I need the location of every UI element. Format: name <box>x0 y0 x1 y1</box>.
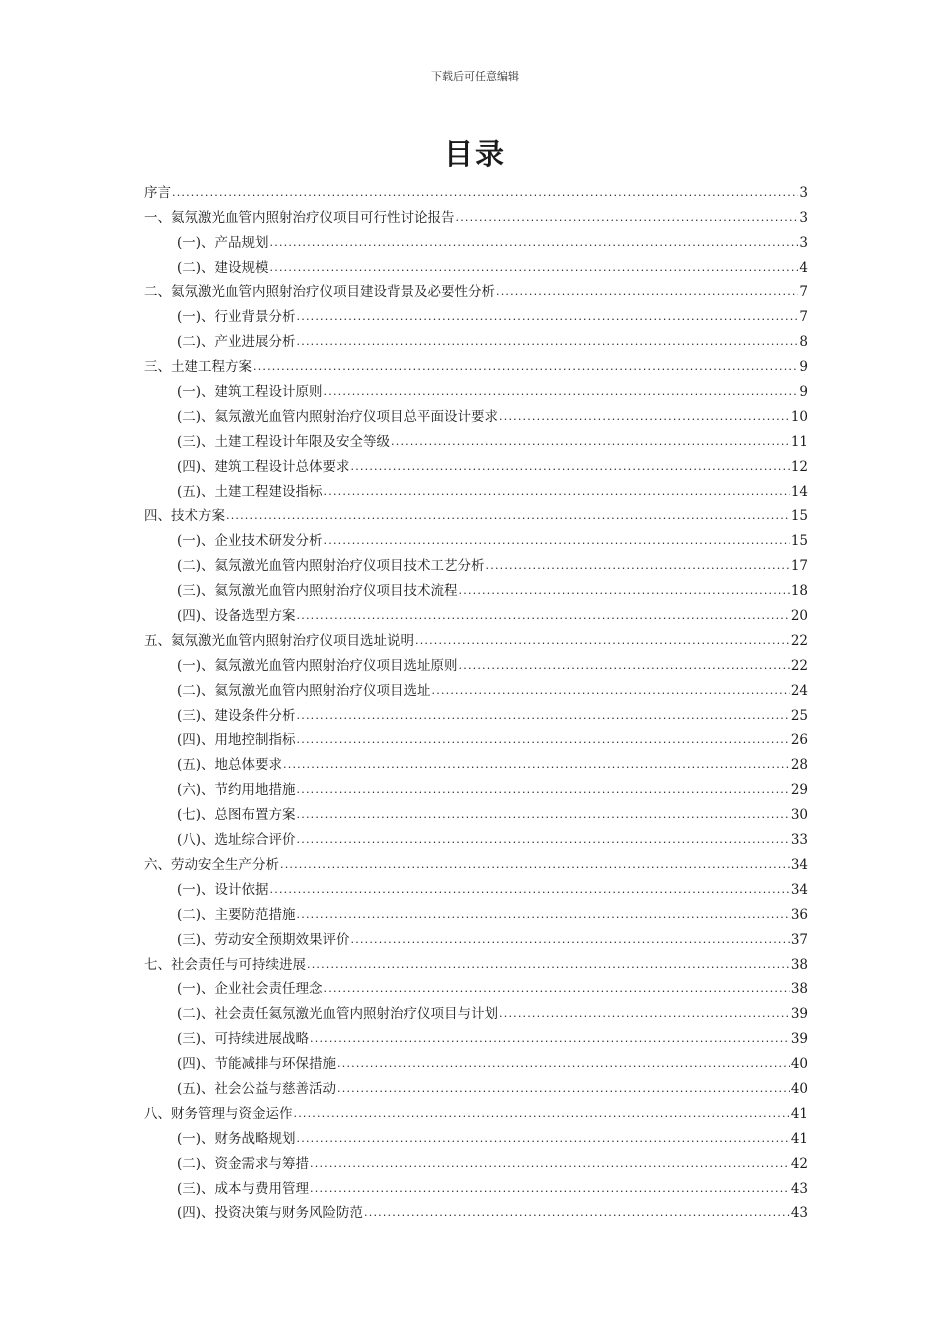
toc-page-number: 34 <box>790 856 808 873</box>
toc-dot-leader <box>297 907 790 923</box>
toc-entry-text: (四)、设备选型方案 <box>177 608 296 625</box>
toc-page-number: 36 <box>790 906 808 923</box>
toc-dot-leader <box>270 260 799 276</box>
toc-page-number: 7 <box>799 309 808 326</box>
toc-entry[interactable] <box>144 798 808 823</box>
toc-entry-text: (三)、成本与费用管理 <box>177 1180 310 1197</box>
toc-dot-leader <box>307 957 790 973</box>
toc-page-number: 17 <box>790 558 808 575</box>
toc-entry[interactable] <box>144 574 808 599</box>
toc-dot-leader <box>310 1181 790 1197</box>
page-title: 目录 <box>443 137 506 171</box>
toc-entry-text: (七)、总图布置方案 <box>177 807 296 824</box>
toc-dot-leader <box>297 334 799 350</box>
toc-entry[interactable] <box>144 748 808 773</box>
toc-entry[interactable] <box>144 425 808 450</box>
toc-dot-leader <box>226 508 790 524</box>
toc-entry-text: (一)、产品规划 <box>177 234 269 251</box>
toc-entry[interactable] <box>144 226 808 251</box>
toc-entry-text: 七、社会责任与可持续进展 <box>144 956 306 973</box>
toc-entry-text: (二)、社会责任氦氖激光血管内照射治疗仪项目与计划 <box>177 1006 499 1023</box>
toc-page-number: 39 <box>790 1031 808 1048</box>
toc-entry-text: (二)、氦氖激光血管内照射治疗仪项目总平面设计要求 <box>177 408 499 425</box>
toc-dot-leader <box>364 1205 790 1221</box>
toc-entry-text: (二)、产业进展分析 <box>177 334 296 351</box>
toc-entry[interactable] <box>144 1147 808 1172</box>
toc-dot-leader <box>310 1031 790 1047</box>
toc-dot-leader <box>499 409 790 425</box>
toc-entry-text: 八、财务管理与资金运作 <box>144 1105 293 1122</box>
toc-entry-text: (一)、建筑工程设计原则 <box>177 384 323 401</box>
toc-page-number: 30 <box>790 807 808 824</box>
toc-page-number: 3 <box>799 184 808 201</box>
toc-dot-leader <box>337 1056 790 1072</box>
toc-entry-text: (二)、氦氖激光血管内照射治疗仪项目选址 <box>177 682 431 699</box>
toc-page-number: 25 <box>790 707 808 724</box>
toc-entry-text: (五)、社会公益与慈善活动 <box>177 1080 337 1097</box>
toc-entry-text: (一)、氦氖激光血管内照射治疗仪项目选址原则 <box>177 657 458 674</box>
toc-dot-leader <box>297 732 790 748</box>
toc-entry-text: (一)、行业背景分析 <box>177 309 296 326</box>
toc-dot-leader <box>324 981 790 997</box>
toc-page-number: 3 <box>799 209 808 226</box>
toc-entry-text: (六)、节约用地措施 <box>177 782 296 799</box>
toc-dot-leader <box>499 1006 790 1022</box>
toc-entry[interactable] <box>144 1172 808 1197</box>
toc-entry[interactable] <box>144 276 808 301</box>
toc-dot-leader <box>324 533 790 549</box>
toc-dot-leader <box>324 484 790 500</box>
toc-page-number: 15 <box>790 533 808 550</box>
toc-page-number: 8 <box>799 334 808 351</box>
toc-entry[interactable] <box>144 1097 808 1122</box>
toc-entry-text: (二)、资金需求与筹措 <box>177 1155 310 1172</box>
toc-dot-leader <box>297 782 790 798</box>
toc-dot-leader <box>459 658 790 674</box>
toc-page-number: 4 <box>799 259 808 276</box>
toc-entry-text: (二)、主要防范措施 <box>177 906 296 923</box>
toc-page-number: 29 <box>790 782 808 799</box>
toc-dot-leader <box>415 633 790 649</box>
toc-page-number: 40 <box>790 1080 808 1097</box>
toc-entry[interactable] <box>144 699 808 724</box>
toc-entry[interactable] <box>144 325 808 350</box>
toc-entry[interactable] <box>144 898 808 923</box>
toc-page-number: 40 <box>790 1056 808 1073</box>
toc-entry[interactable] <box>144 549 808 574</box>
toc-page-number: 9 <box>799 384 808 401</box>
toc-entry-text: (四)、节能减排与环保措施 <box>177 1056 337 1073</box>
toc-entry[interactable] <box>144 251 808 276</box>
toc-page-number: 28 <box>790 757 808 774</box>
toc-page-number: 26 <box>790 732 808 749</box>
toc-entry-text: (一)、企业社会责任理念 <box>177 981 323 998</box>
toc-page-number: 7 <box>799 284 808 301</box>
toc-entry-text: 五、氦氖激光血管内照射治疗仪项目选址说明 <box>144 632 414 649</box>
toc-entry[interactable] <box>144 1047 808 1072</box>
toc-entry[interactable] <box>144 475 808 500</box>
toc-entry[interactable] <box>144 201 808 226</box>
toc-dot-leader <box>297 807 790 823</box>
toc-page-number: 42 <box>790 1155 808 1172</box>
toc-entry-text: (三)、土建工程设计年限及安全等级 <box>177 433 391 450</box>
toc-page-number: 18 <box>790 583 808 600</box>
toc-entry-text: (一)、设计依据 <box>177 881 269 898</box>
toc-entry[interactable] <box>144 1072 808 1097</box>
toc-dot-leader <box>172 185 798 201</box>
toc-page-number: 10 <box>790 408 808 425</box>
toc-entry-text: (四)、投资决策与财务风险防范 <box>177 1205 364 1222</box>
toc-entry-text: (一)、财务战略规划 <box>177 1130 296 1147</box>
toc-entry[interactable] <box>144 773 808 798</box>
toc-dot-leader <box>280 857 790 873</box>
toc-entry-text: (一)、企业技术研发分析 <box>177 533 323 550</box>
toc-page-number: 20 <box>790 608 808 625</box>
toc-entry[interactable] <box>144 375 808 400</box>
toc-entry[interactable] <box>144 923 808 948</box>
toc-page-number: 14 <box>790 483 808 500</box>
toc-entry[interactable] <box>144 300 808 325</box>
toc-entry-text: 三、土建工程方案 <box>144 359 252 376</box>
toc-entry[interactable] <box>144 350 808 375</box>
toc-dot-leader <box>456 210 799 226</box>
toc-page-number: 33 <box>790 832 808 849</box>
toc-entry[interactable] <box>144 724 808 749</box>
toc-dot-leader <box>391 434 790 450</box>
toc-entry[interactable] <box>144 973 808 998</box>
toc-entry[interactable] <box>144 599 808 624</box>
toc-page-number: 9 <box>799 359 808 376</box>
toc-entry-text: (五)、地总体要求 <box>177 757 283 774</box>
toc-page-number: 39 <box>790 1006 808 1023</box>
toc-dot-leader <box>324 384 799 400</box>
toc-entry[interactable] <box>144 823 808 848</box>
toc-dot-leader <box>297 608 790 624</box>
toc-dot-leader <box>297 832 790 848</box>
toc-dot-leader <box>270 882 790 898</box>
toc-dot-leader <box>351 932 790 948</box>
toc-dot-leader <box>253 359 798 375</box>
toc-page-number: 22 <box>790 632 808 649</box>
toc-entry-text: 六、劳动安全生产分析 <box>144 856 279 873</box>
toc-entry[interactable] <box>144 997 808 1022</box>
toc-entry[interactable] <box>144 674 808 699</box>
toc-entry-text: (四)、用地控制指标 <box>177 732 296 749</box>
toc-entry-text: 四、技术方案 <box>144 508 225 525</box>
toc-entry[interactable] <box>144 176 808 201</box>
toc-page-number: 37 <box>790 931 808 948</box>
toc-entry-text: 二、氦氖激光血管内照射治疗仪项目建设背景及必要性分析 <box>144 284 495 301</box>
toc-dot-leader <box>294 1106 790 1122</box>
toc-entry[interactable] <box>144 524 808 549</box>
toc-entry-text: 序言 <box>144 184 171 201</box>
toc-dot-leader <box>297 708 790 724</box>
toc-entry[interactable] <box>144 848 808 873</box>
toc-page-number: 22 <box>790 657 808 674</box>
toc-entry-text: (二)、建设规模 <box>177 259 269 276</box>
toc-entry[interactable] <box>144 649 808 674</box>
toc-page-number: 11 <box>790 433 808 450</box>
toc-entry[interactable] <box>144 450 808 475</box>
toc-dot-leader <box>283 757 790 773</box>
toc-dot-leader <box>486 558 790 574</box>
toc-page-number: 24 <box>790 682 808 699</box>
toc-dot-leader <box>496 284 798 300</box>
toc-entry-text: (三)、建设条件分析 <box>177 707 296 724</box>
toc-page-number: 12 <box>790 458 808 475</box>
toc-dot-leader <box>432 683 790 699</box>
toc-dot-leader <box>270 235 799 251</box>
toc-entry-text: (三)、氦氖激光血管内照射治疗仪项目技术流程 <box>177 583 458 600</box>
toc-entry-text: (八)、选址综合评价 <box>177 832 296 849</box>
toc-entry-text: (四)、建筑工程设计总体要求 <box>177 458 350 475</box>
toc-entry[interactable] <box>144 1197 808 1222</box>
toc-entry-text: (二)、氦氖激光血管内照射治疗仪项目技术工艺分析 <box>177 558 485 575</box>
toc-dot-leader <box>297 1131 790 1147</box>
toc-page-number: 43 <box>790 1180 808 1197</box>
toc-page-number: 43 <box>790 1205 808 1222</box>
toc-dot-leader <box>297 309 799 325</box>
toc-entry-text: (五)、土建工程建设指标 <box>177 483 323 500</box>
toc-page-number: 41 <box>790 1130 808 1147</box>
toc-entry-text: 一、氦氖激光血管内照射治疗仪项目可行性讨论报告 <box>144 209 455 226</box>
toc-entry[interactable] <box>144 948 808 973</box>
toc-entry[interactable] <box>144 1122 808 1147</box>
toc-entry[interactable] <box>144 873 808 898</box>
toc-dot-leader <box>459 583 790 599</box>
toc-page-number: 41 <box>790 1105 808 1122</box>
toc-dot-leader <box>337 1081 790 1097</box>
toc-dot-leader <box>310 1156 790 1172</box>
toc-entry[interactable] <box>144 1022 808 1047</box>
toc-page-number: 34 <box>790 881 808 898</box>
toc-page-number: 3 <box>799 234 808 251</box>
toc-entry[interactable] <box>144 500 808 525</box>
toc-dot-leader <box>351 459 790 475</box>
toc-entry[interactable] <box>144 400 808 425</box>
toc-page-number: 38 <box>790 981 808 998</box>
toc-entry-text: (三)、可持续进展战略 <box>177 1031 310 1048</box>
toc-entry[interactable] <box>144 624 808 649</box>
header-note: 下载后可任意编辑 <box>431 70 519 83</box>
toc-entry-text: (三)、劳动安全预期效果评价 <box>177 931 350 948</box>
table-of-contents <box>144 176 808 1221</box>
toc-page-number: 15 <box>790 508 808 525</box>
toc-page-number: 38 <box>790 956 808 973</box>
